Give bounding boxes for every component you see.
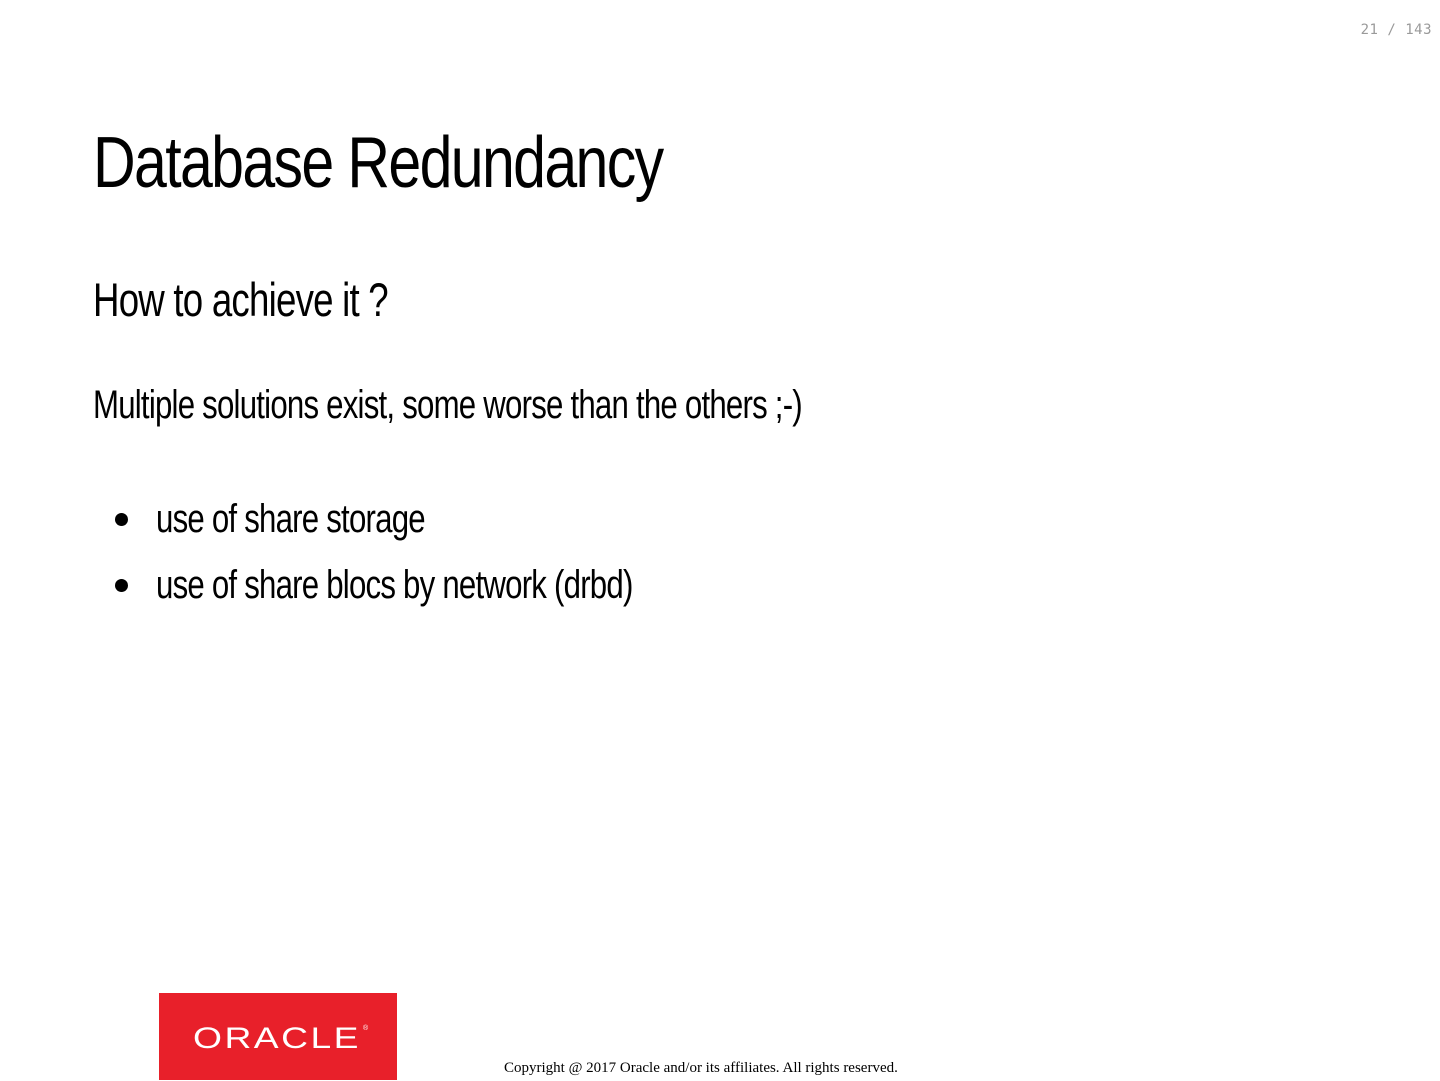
- logo-wordmark: ORACLE: [193, 1022, 361, 1055]
- bullet-icon: [115, 579, 128, 592]
- registered-mark-icon: ®: [363, 1025, 369, 1032]
- copyright-notice: Copyright @ 2017 Oracle and/or its affiliates. All rights reserved.: [504, 1060, 898, 1076]
- list-item: [115, 486, 767, 552]
- page-counter: 21 / 143: [1360, 22, 1432, 38]
- list-item: [115, 552, 767, 618]
- list-item-text: use of share blocs by network (drbd): [156, 563, 633, 607]
- slide-title: Database Redundancy: [93, 123, 663, 203]
- oracle-logo: [159, 993, 397, 1080]
- slide-intro-text: Multiple solutions exist, some worse than the others ;-): [93, 383, 802, 427]
- oracle-logo-mark: [159, 993, 397, 1080]
- bullet-list: [115, 486, 767, 618]
- slide-subtitle: How to achieve it ?: [93, 273, 388, 326]
- bullet-icon: [115, 513, 128, 526]
- list-item-text: use of share storage: [156, 497, 425, 541]
